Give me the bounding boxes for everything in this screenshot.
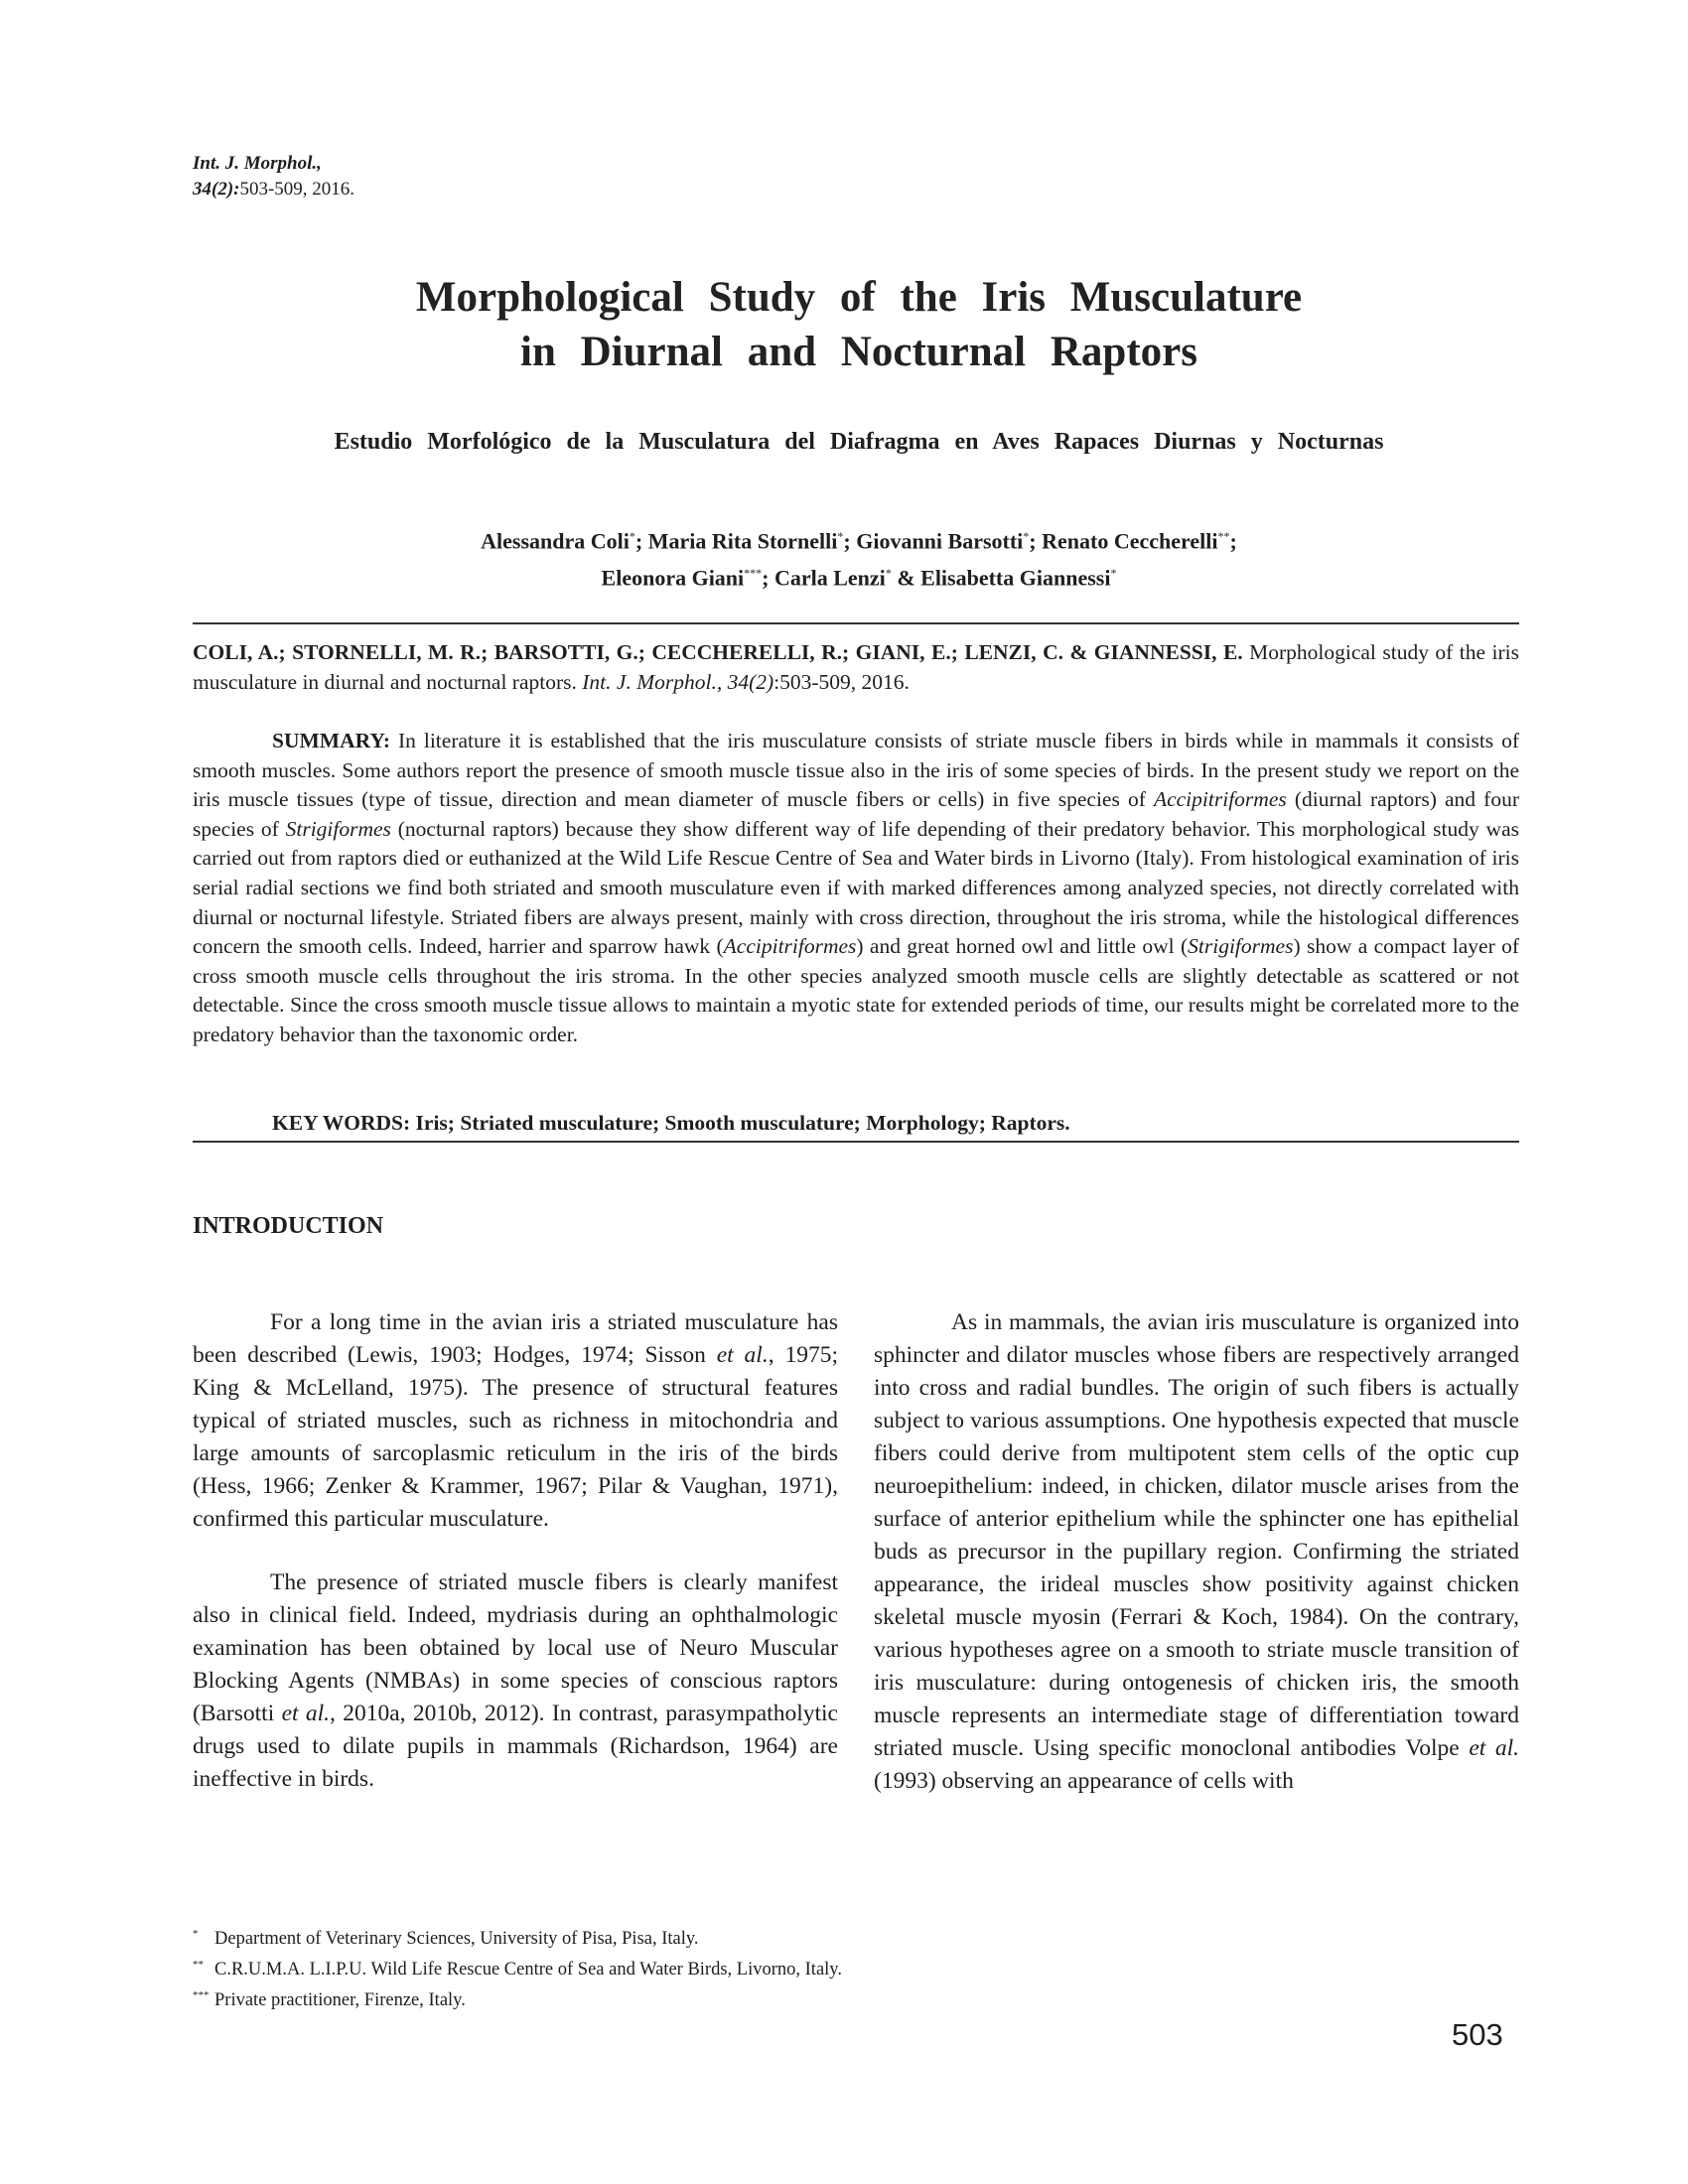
journal-reference [193, 151, 354, 203]
paragraph [193, 1567, 838, 1796]
spanish-subtitle: Estudio Morfológico de la Musculatura del Diafragma en Aves Rapaces Diurnas y Nocturnas [334, 429, 1384, 455]
summary-label: SUMMARY: [272, 729, 391, 752]
footnote [193, 1982, 842, 2013]
page-number: 503 [1452, 2017, 1503, 2052]
taxon-name: Accipitriformes [1153, 787, 1287, 812]
footnote [193, 1952, 842, 1982]
affiliation-mark: ** [1217, 529, 1230, 543]
author-name: ; Carla Lenzi [762, 565, 886, 591]
journal-name: Int. J. Morphol., [193, 153, 322, 174]
affiliation-mark: * [629, 529, 635, 543]
paragraph-text: (1993) observing an appearance of cells with [874, 1768, 1294, 1794]
keywords: KEY WORDS: Iris; Striated musculature; Smooth musculature; Morphology; Raptors. [272, 1111, 1070, 1135]
summary-text: ) show a compact layer of cross smooth muscle cells throughout the iris stroma. In the other species analyzed smooth muscle cells are slightly detectable as scattered or not detectable. Since the cross smooth muscle tissue allows to maintain a myotic state for extended periods of time, our results might be correlated more to the predatory behavior than the taxonomic order. [193, 934, 1519, 1046]
footnotes [193, 1921, 842, 2013]
taxon-name: Strigiformes [285, 816, 391, 841]
author-name: Alessandra Coli [481, 528, 630, 554]
author-name: Eleonora Giani [601, 565, 745, 591]
right-column [874, 1306, 1519, 1798]
affiliation-mark: * [885, 566, 892, 581]
article-title [199, 270, 1519, 379]
section-heading-introduction: INTRODUCTION [193, 1213, 384, 1239]
author-name: ; Renato Ceccherelli [1029, 528, 1218, 554]
footnote-text: Private practitioner, Firenze, Italy. [214, 1990, 466, 2011]
author-name: ; Giovanni Barsotti [843, 528, 1024, 554]
footnote-mark: * [193, 1928, 199, 1940]
summary-text: ) and great horned owl and little owl ( [856, 934, 1189, 959]
author-name: & Elisabetta Giannessi [891, 565, 1111, 591]
affiliation-mark: * [837, 529, 844, 543]
top-divider [193, 622, 1519, 624]
title-line-1: Morphological Study of the Iris Musculature [415, 274, 1303, 321]
italic-text: et al. [1469, 1735, 1519, 1761]
footnote-text: Department of Veterinary Sciences, University of Pisa, Pisa, Italy. [214, 1929, 699, 1950]
citation-journal: Int. J. Morphol., 34(2) [582, 670, 774, 694]
footnote-text: C.R.U.M.A. L.I.P.U. Wild Life Rescue Centre of Sea and Water Birds, Livorno, Italy. [214, 1960, 842, 1980]
paragraph-text: , 1975; King & McLelland, 1975). The presence of structural features typical of striated muscles, such as richness in mitochondria and large amounts of sarcoplasmic reticulum in the iris of the birds (Hess, 1966; Zenker & Krammer, 1967; Pilar & Vaughan, 1971), confirmed this particular musculature. [193, 1342, 838, 1532]
footnote [193, 1921, 842, 1952]
paragraph-text: , 2010a, 2010b, 2012). In contrast, parasympatholytic drugs used to dilate pupils in mammals (Richardson, 1964) are ineffective in birds. [193, 1701, 838, 1792]
bottom-divider [193, 1141, 1519, 1143]
affiliation-mark: * [1023, 529, 1030, 543]
author-separator: ; [1229, 528, 1237, 554]
title-line-2: in Diurnal and Nocturnal Raptors [520, 329, 1197, 375]
paragraph [193, 1306, 838, 1536]
left-column [193, 1306, 838, 1796]
citation-authors: COLI, A.; STORNELLI, M. R.; BARSOTTI, G.; CECCHERELLI, R.; GIANI, E.; LENZI, C. & GIANNESSI, E. [193, 640, 1243, 664]
author-list [199, 520, 1519, 595]
paragraph-text: The presence of striated muscle fibers is clearly manifest also in clinical field. Indeed, mydriasis during an ophthalmologic examination has been obtained by local use of Neuro Muscular Blocking Agents (NMBAs) in some species of conscious raptors (Barsotti [193, 1570, 838, 1726]
journal-pages-year: 503-509, 2016. [239, 179, 355, 200]
affiliation-mark: * [1110, 566, 1117, 581]
italic-text: et al. [281, 1701, 331, 1726]
footnote-mark: ** [193, 1959, 204, 1972]
paragraph [874, 1306, 1519, 1798]
footnote-mark: *** [193, 1989, 210, 2002]
summary-abstract [193, 727, 1519, 1050]
summary-text: (nocturnal raptors) because they show different way of life depending of their predatory behavior. This morphological study was carried out from raptors died or euthanized at the Wild Life Rescue Centre of Sea and Water birds in Livorno (Italy). From histological examination of iris serial radial sections we find both striated and smooth musculature even if with marked differences among analyzed species, not directly correlated with diurnal or nocturnal lifestyle. Striated fibers are always present, mainly with cross direction, throughout the iris stroma, while the histological differences concern the smooth cells. Indeed, harrier and sparrow hawk ( [193, 816, 1519, 959]
paragraph-text: As in mammals, the avian iris musculature is organized into sphincter and dilator muscles whose fibers are respectively arranged into cross and radial bundles. The origin of such fibers is actually subject to various assumptions. One hypothesis expected that muscle fibers could derive from multipotent stem cells of the optic cup neuroepithelium: indeed, in chicken, dilator muscle arises from the surface of anterior epithelium while the sphincter one has epithelial buds as precursor in the pupillary region. Confirming the striated appearance, the irideal muscles show positivity against chicken skeletal muscle myosin (Ferrari & Koch, 1984). On the contrary, various hypotheses agree on a smooth to striate muscle transition of iris musculature: during ontogenesis of chicken iris, the smooth muscle represents an intermediate stage of differentiation toward striated muscle. Using specific monoclonal antibodies Volpe [874, 1309, 1519, 1761]
taxon-name: Strigiformes [1188, 934, 1294, 959]
affiliation-mark: *** [744, 566, 763, 581]
italic-text: et al. [716, 1342, 769, 1368]
citation-text: Morphological study of the iris musculature in diurnal and nocturnal raptors. [193, 640, 1519, 694]
citation-block [193, 637, 1519, 697]
citation-pages: :503-509, 2016. [774, 670, 910, 694]
summary-text: (diurnal raptors) and four species of [193, 787, 1519, 841]
summary-text: In literature it is established that the iris musculature consists of striate muscle fibers in birds while in mammals it consists of smooth muscles. Some authors report the presence of smooth muscle tissue also in the iris of some species of birds. In the present study we report on the iris muscle tissues (type of tissue, direction and mean diameter of muscle fibers or cells) in five species of [193, 729, 1519, 812]
journal-volume-issue: 34(2): [193, 179, 240, 200]
paragraph-text: For a long time in the avian iris a striated musculature has been described (Lewis, 1903; Hodges, 1974; Sisson [193, 1309, 838, 1368]
author-name: ; Maria Rita Stornelli [634, 528, 838, 554]
taxon-name: Accipitriformes [723, 934, 857, 959]
